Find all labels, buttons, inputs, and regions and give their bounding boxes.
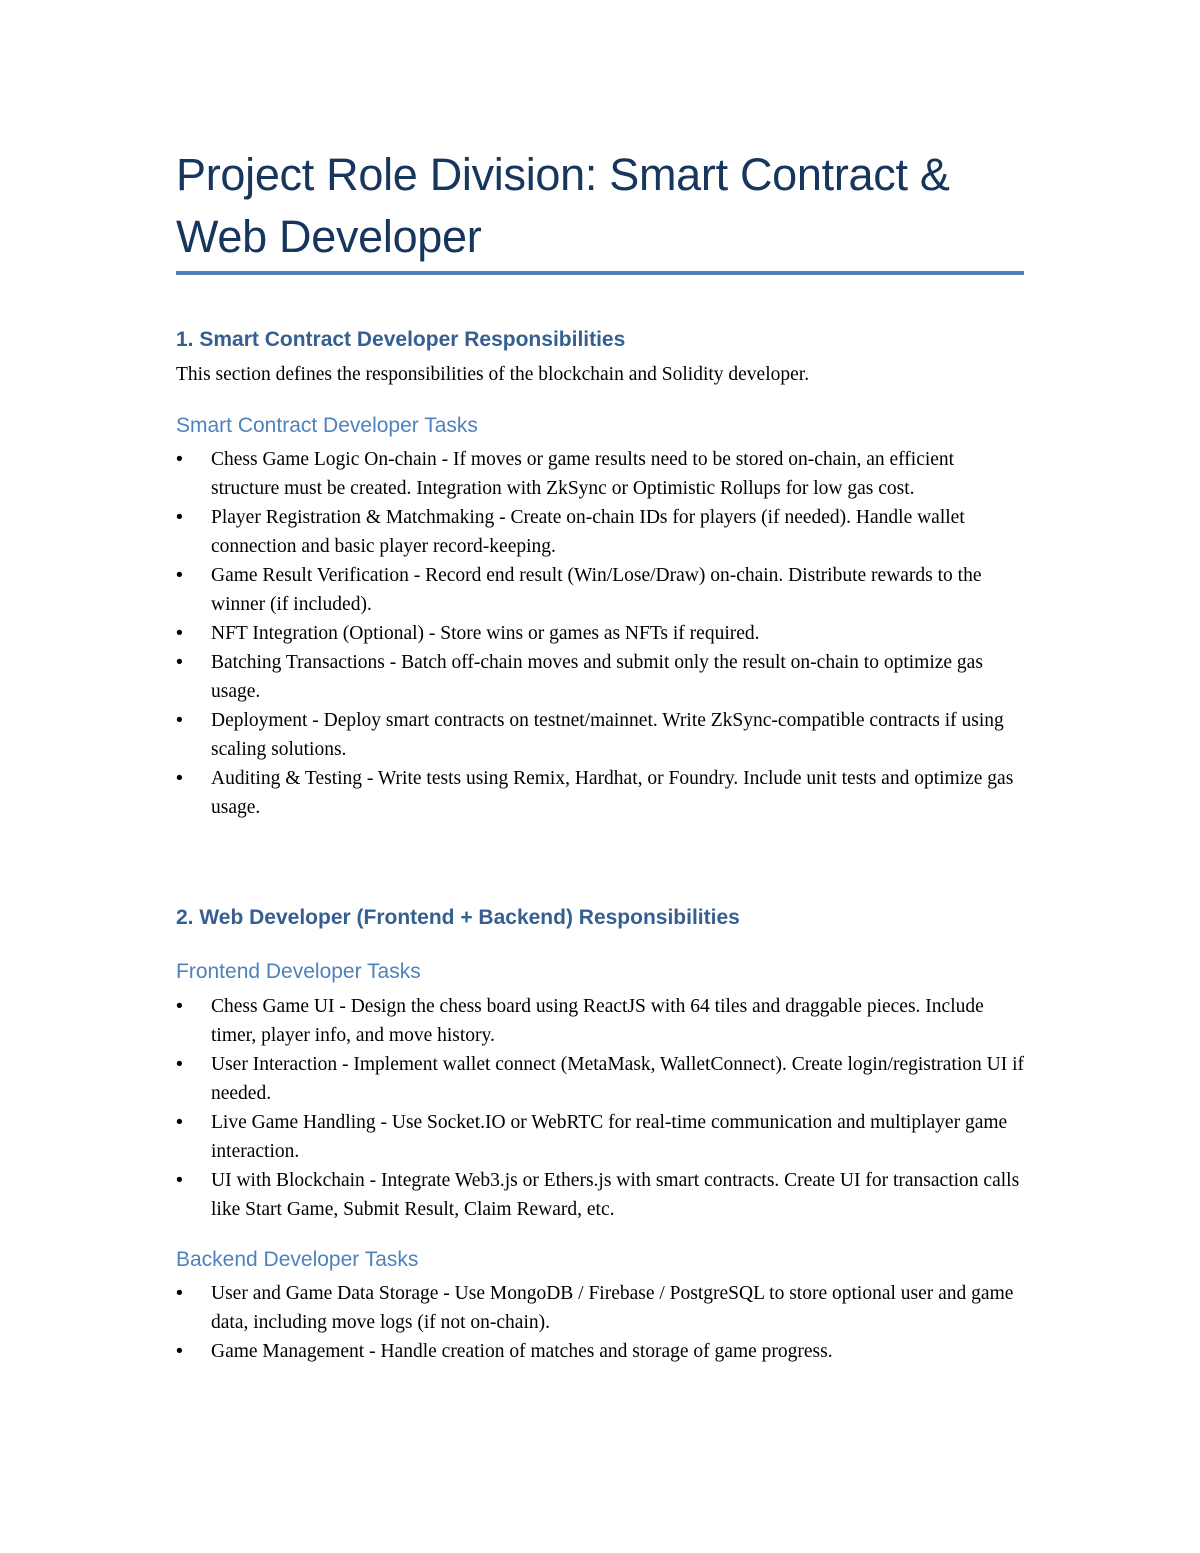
- list-item-text: Game Management - Handle creation of matches and storage of game progress.: [211, 1341, 833, 1362]
- bullet-icon: •: [176, 564, 183, 586]
- bullet-icon: •: [176, 1340, 183, 1362]
- list-item: [176, 764, 1026, 822]
- list-item-text: UI with Blockchain - Integrate Web3.js or Ethers.js with smart contracts. Create UI for transaction calls like Start Game, Submit Result, Claim Reward, etc.: [211, 1170, 1020, 1220]
- list-item: [176, 1279, 1026, 1337]
- list-item: [176, 1050, 1026, 1108]
- list-item-text: Game Result Verification - Record end result (Win/Lose/Draw) on-chain. Distribute rewards to the winner (if included).: [211, 565, 982, 615]
- frontend-tasks-heading: Frontend Developer Tasks: [176, 960, 421, 983]
- list-item-text: Player Registration & Matchmaking - Create on-chain IDs for players (if needed). Handle wallet connection and basic player record-keeping.: [211, 507, 965, 557]
- bullet-icon: •: [176, 1111, 183, 1133]
- backend-task-list: [176, 1279, 1026, 1366]
- list-item: [176, 561, 1026, 619]
- bullet-icon: •: [176, 1169, 183, 1191]
- list-item-text: Chess Game Logic On-chain - If moves or game results need to be stored on-chain, an efficient structure must be created. Integration with ZkSync or Optimistic Rollups for low gas cost.: [211, 449, 955, 499]
- list-item-text: User Interaction - Implement wallet connect (MetaMask, WalletConnect). Create login/registration UI if needed.: [211, 1054, 1025, 1104]
- list-item-text: Batching Transactions - Batch off-chain moves and submit only the result on-chain to optimize gas usage.: [211, 652, 983, 702]
- list-item: [176, 619, 1026, 648]
- list-item-text: Deployment - Deploy smart contracts on testnet/mainnet. Write ZkSync-compatible contracts if using scaling solutions.: [211, 710, 1004, 760]
- bullet-icon: •: [176, 709, 183, 731]
- list-item: [176, 445, 1026, 503]
- bullet-icon: •: [176, 448, 183, 470]
- list-item: [176, 1108, 1026, 1166]
- smart-contract-tasks-heading: Smart Contract Developer Tasks: [176, 414, 478, 437]
- smart-contract-task-list: [176, 445, 1026, 822]
- list-item-text: Live Game Handling - Use Socket.IO or WebRTC for real-time communication and multiplayer game interaction.: [211, 1112, 1008, 1162]
- bullet-icon: •: [176, 995, 183, 1017]
- list-item-text: Chess Game UI - Design the chess board using ReactJS with 64 tiles and draggable pieces. Include timer, player info, and move history.: [211, 996, 984, 1046]
- section1-heading: 1. Smart Contract Developer Responsibilities: [176, 328, 626, 351]
- list-item: [176, 992, 1026, 1050]
- frontend-task-list: [176, 992, 1026, 1224]
- list-item: [176, 1166, 1026, 1224]
- bullet-icon: •: [176, 1282, 183, 1304]
- list-item-text: NFT Integration (Optional) - Store wins or games as NFTs if required.: [211, 623, 760, 644]
- document-title: Project Role Division: Smart Contract & Web Developer: [176, 149, 950, 262]
- list-item: [176, 706, 1026, 764]
- list-item: [176, 1337, 1026, 1366]
- list-item-text: User and Game Data Storage - Use MongoDB / Firebase / PostgreSQL to store optional user and game data, including move logs (if not on-chain).: [211, 1283, 1014, 1333]
- section1-intro: This section defines the responsibilities of the blockchain and Solidity developer.: [176, 364, 810, 385]
- backend-tasks-heading: Backend Developer Tasks: [176, 1248, 419, 1271]
- list-item-text: Auditing & Testing - Write tests using Remix, Hardhat, or Foundry. Include unit tests and optimize gas usage.: [211, 768, 1014, 818]
- title-underline: [176, 271, 1024, 275]
- bullet-icon: •: [176, 506, 183, 528]
- bullet-icon: •: [176, 1053, 183, 1075]
- bullet-icon: •: [176, 651, 183, 673]
- bullet-icon: •: [176, 622, 183, 644]
- section2-heading: 2. Web Developer (Frontend + Backend) Responsibilities: [176, 906, 740, 929]
- bullet-icon: •: [176, 767, 183, 789]
- list-item: [176, 503, 1026, 561]
- list-item: [176, 648, 1026, 706]
